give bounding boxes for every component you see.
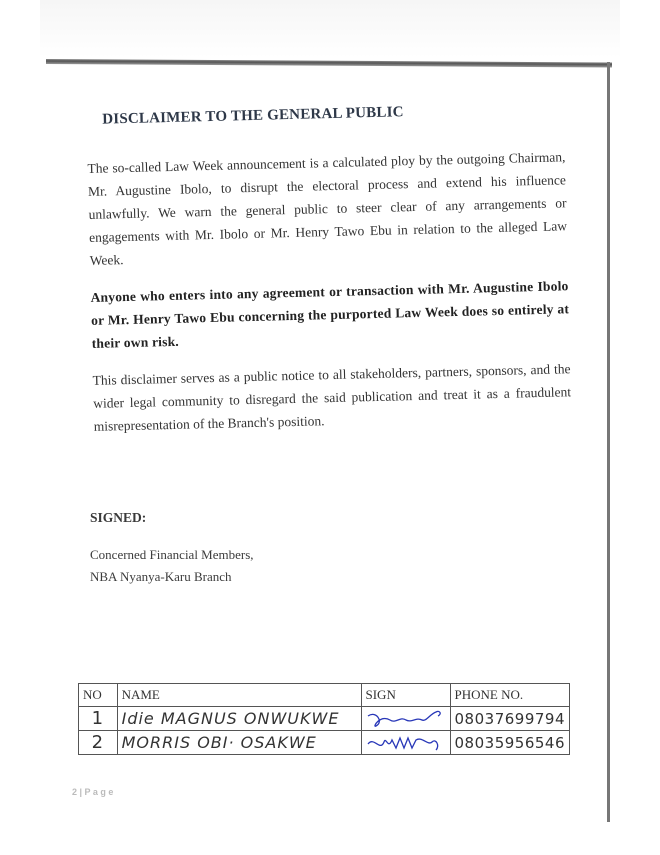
row-name: MORRIS OBI· OSAKWE [117,731,361,755]
row-signature [361,707,450,731]
table-row [79,707,570,731]
handwritten-signature-1 [366,708,446,730]
document-heading: DISCLAIMER TO THE GENERAL PUBLIC [102,104,404,128]
header-name: NAME [117,684,361,707]
top-border-rule [46,59,612,67]
row-name: Idie MAGNUS ONWUKWE [117,707,361,731]
header-sign: SIGN [361,684,450,707]
header-phone: PHONE NO. [450,684,569,707]
paragraph-2-bold: Anyone who enters into any agreement or transaction with Mr. Augustine Ibolo or Mr. Henry Tawo Ebu concerning the purported Law Week does so entirely at their own risk. [90,278,570,351]
signatory-line-1: Concerned Financial Members, [90,547,254,562]
signatories-table [78,683,570,755]
table-row [79,731,570,755]
row-number: 1 [79,707,118,731]
handwritten-signature-2 [366,732,446,754]
row-number: 2 [79,731,118,755]
signed-label: SIGNED: [90,510,147,525]
header-no: NO [79,684,118,707]
right-border-rule [607,62,610,822]
row-phone: 08037699794 [450,707,569,731]
row-phone: 08035956546 [450,731,569,755]
paragraph-3: This disclaimer serves as a public notice to all stakeholders, partners, sponsors, and the wider legal community to disregard the said publication and treat it as a fraudulent misrepresentation of the Branch's position. [92,361,572,434]
signatory-line-2: NBA Nyanya-Karu Branch [90,569,232,584]
signature-block [90,510,390,588]
page-number: 2 | P a g e [72,787,114,797]
paragraph-1: The so-called Law Week announcement is a calculated ploy by the outgoing Chairman, Mr. Augustine Ibolo, to disrupt the electoral process and extend his influence unlawfully. We warn the general public to steer clear of any arrangements or engagements with Mr. Ibolo or Mr. Henry Tawo Ebu in relation to the alleged Law Week. [87,149,568,268]
table-header-row [79,684,570,707]
row-signature [361,731,450,755]
document-body [86,96,572,452]
scan-shadow [40,0,620,58]
